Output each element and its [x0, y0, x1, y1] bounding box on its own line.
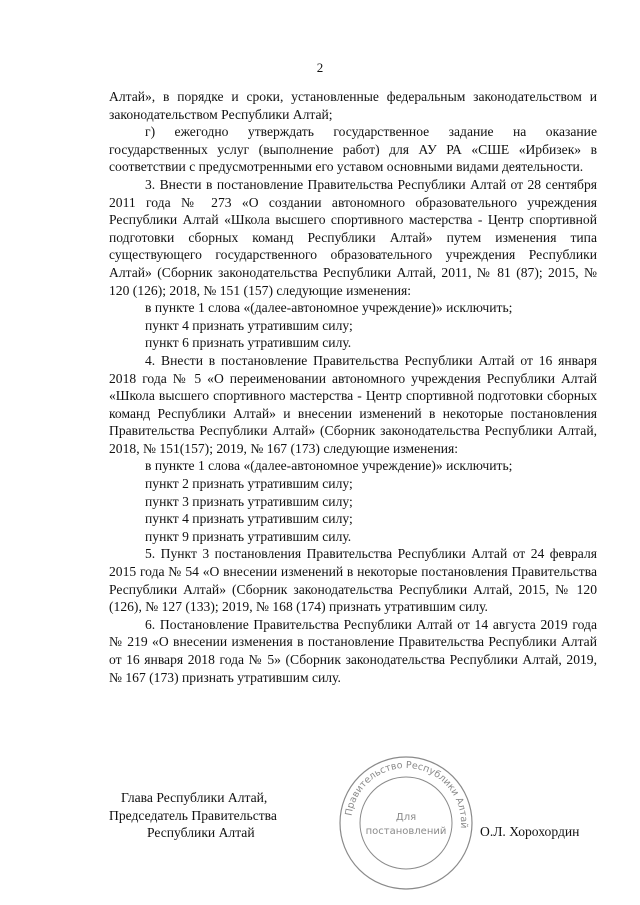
signatory-title — [109, 789, 339, 842]
document-body — [109, 88, 597, 686]
official-stamp — [338, 755, 474, 891]
paragraph-4-sub-1: в пункте 1 слова «(далее-автономное учреждение)» исключить; — [145, 458, 513, 474]
paragraph-6: 6. Постановление Правительства Республики Алтай от 14 августа 2019 года № 219 «О внесении изменения в постановление Правительства Республики Алтай от 16 января 2018 года № 5» (Сборник законодательства Республики Алтай, 2019, № 167 (173) признать утратившим силу. — [109, 616, 597, 685]
paragraph-5: 5. Пункт 3 постановления Правительства Республики Алтай от 24 февраля 2015 года № 54 «О внесении изменений в некоторые постановления Правительства Республики Алтай» (Сборник законодательства Республики Алтай, 2015, № 120 (126), № 127 (133); 2019, № 168 (174) признать утратившим силу. — [109, 546, 597, 615]
paragraph-4-sub-2: пункт 2 признать утратившим силу; — [145, 476, 353, 492]
paragraph-3: 3. Внести в постановление Правительства Республики Алтай от 28 сентября 2011 года № 273 «О создании автономного образовательного учреждения Республики Алтай «Школа высшего спортивного мастерства - Центр спортивной подготовки сборных команд Республики Алтай» путем изменения типа существующего государственного образовательного учреждения Республики Алтай» (Сборник законодательства Республики Алтай, 2011, № 81 (87); 2015, № 120 (126); 2018, № 151 (157) следующие изменения: — [109, 176, 597, 298]
paragraph-4-sub-4: пункт 4 признать утратившим силу; — [145, 511, 353, 527]
paragraph-3-sub-2: пункт 4 признать утратившим силу; — [145, 317, 353, 333]
signatory-title-line-2: Председатель Правительства — [109, 807, 277, 823]
paragraph-continuation: Алтай», в порядке и сроки, установленные федеральным законодательством и законодательством Республики Алтай; — [109, 89, 597, 122]
paragraph-4-sub-5: пункт 9 признать утратившим силу. — [145, 528, 352, 544]
paragraph-4: 4. Внести в постановление Правительства Республики Алтай от 16 января 2018 года № 5 «О переименовании автономного учреждения Республики Алтай «Школа высшего спортивного мастерства - Центр спортивной подготовки сборных команд Республики Алтай» и внесении изменений в некоторые постановления Правительства Республики Алтай» (Сборник законодательства Республики Алтай, 2018, № 151(157); 2019, № 167 (173) следующие изменения: — [109, 352, 597, 456]
paragraph-item-g: г) ежегодно утверждать государственное задание на оказание государственных услуг (выполнение работ) для АУ РА «СШЕ «Ирбизек» в соответствии с предусмотренными его уставом основными видами деятельности. — [109, 124, 597, 175]
stamp-inner-line-2: постановлений — [365, 826, 447, 837]
signatory-title-line-1: Глава Республики Алтай, — [121, 790, 268, 805]
stamp-inner-ring — [360, 777, 452, 869]
paragraph-3-sub-1: в пункте 1 слова «(далее-автономное учреждение)» исключить; — [145, 300, 513, 316]
paragraph-4-sub-3: пункт 3 признать утратившим силу; — [145, 493, 353, 509]
stamp-inner-line-1: Для — [395, 812, 417, 823]
signatory-title-line-3: Республики Алтай — [147, 825, 255, 841]
page-number: 2 — [316, 60, 324, 75]
stamp-outer-text: Правительство Республики Алтай — [343, 759, 470, 829]
paragraph-3-sub-3: пункт 6 признать утратившим силу. — [145, 335, 352, 351]
signatory-name: О.Л. Хорохордин — [480, 824, 580, 839]
